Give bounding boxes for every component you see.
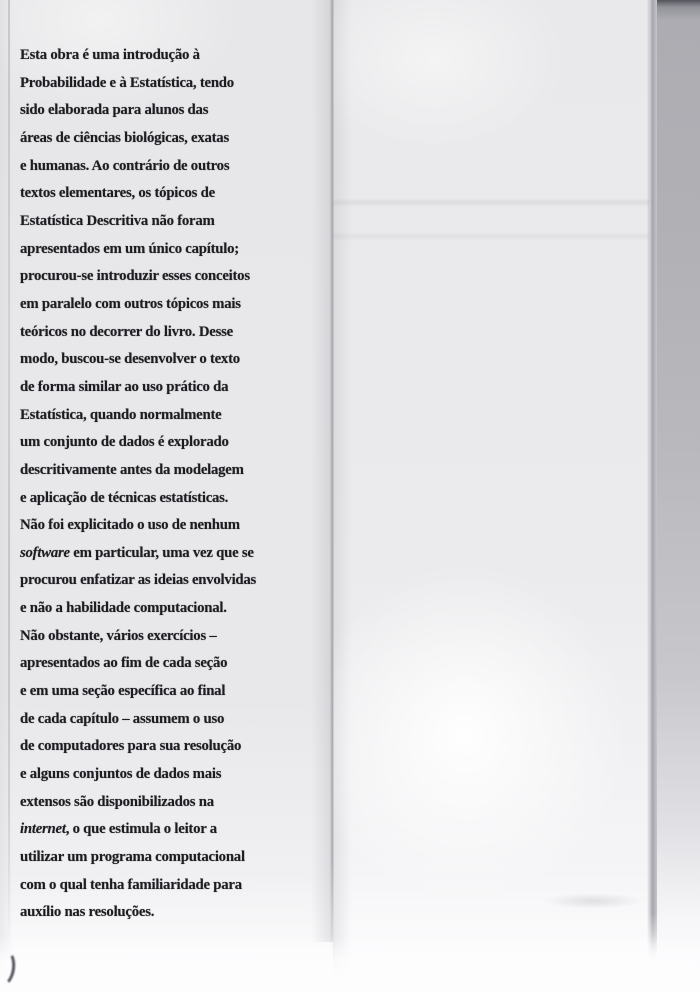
flap-text-line: modo, buscou-se desenvolver o texto — [20, 351, 240, 368]
flap-text-line: extensos são disponibilizados na — [20, 793, 214, 810]
flap-text-line: Estatística Descritiva não foram — [20, 212, 215, 229]
flap-text-line: sido elaborada para alunos das — [20, 102, 209, 119]
flap-text-line: apresentados ao fim de cada seção — [20, 655, 228, 672]
flap-text-line: utilizar um programa computacional — [20, 849, 245, 866]
flap-text-line: e não a habilidade computacional. — [20, 600, 227, 617]
right-page-edge-shadow — [647, 0, 657, 992]
flap-text-line: software em particular, uma vez que se — [20, 544, 254, 561]
flap-text-line: Não obstante, vários exercícios – — [20, 627, 217, 644]
flap-text-line: Não foi explicitado o uso de nenhum — [20, 517, 240, 534]
scan-streak — [333, 198, 649, 207]
flap-text-line: áreas de ciências biológicas, exatas — [20, 129, 229, 146]
flap-text-line: e alguns conjuntos de dados mais — [20, 766, 222, 783]
scan-smudge — [543, 893, 643, 909]
flap-text-line: textos elementares, os tópicos de — [20, 185, 215, 202]
flap-text-line: Esta obra é uma introdução à — [20, 47, 200, 63]
right-page-blank — [333, 0, 649, 992]
flap-text-line: de forma similar ao uso prático da — [20, 378, 229, 395]
left-page — [0, 0, 333, 992]
flap-text-line: Probabilidade e à Estatística, tendo — [20, 74, 234, 91]
book-fold-line — [330, 0, 334, 955]
flap-text-line: internet, o que estimula o leitor a — [20, 821, 217, 838]
flap-text-line: e aplicação de técnicas estatísticas. — [20, 489, 229, 506]
scan-streak — [333, 232, 649, 241]
flap-text-line: com o qual tenha familiaridade para — [20, 876, 242, 893]
flap-text-line: em paralelo com outros tópicos mais — [20, 295, 241, 312]
flap-text-line: de cada capítulo – assumem o uso — [20, 710, 225, 727]
flap-text-line: e em uma seção específica ao final — [20, 683, 226, 700]
flap-text-line: um conjunto de dados é explorado — [20, 434, 229, 451]
adjacent-page-band — [657, 0, 700, 992]
bottom-scan-fade — [0, 936, 700, 992]
flap-text-line: descritivamente antes da modelagem — [20, 461, 244, 478]
flap-text-line: procurou enfatizar as ideias envolvidas — [20, 572, 257, 589]
flap-text-line: e humanas. Ao contrário de outros — [20, 157, 230, 174]
flap-text-line: de computadores para sua resolução — [20, 738, 242, 755]
flap-text-line: apresentados em um único capítulo; — [20, 240, 239, 257]
flap-text-block — [20, 42, 322, 927]
flap-text-line: procurou-se introduzir esses conceitos — [20, 268, 250, 285]
flap-text-line: auxílio nas resoluções. — [20, 904, 155, 921]
left-page-edge-line — [8, 0, 10, 945]
flap-text-line: Estatística, quando normalmente — [20, 406, 222, 423]
flap-text-line: teóricos no decorrer do livro. Desse — [20, 323, 233, 340]
